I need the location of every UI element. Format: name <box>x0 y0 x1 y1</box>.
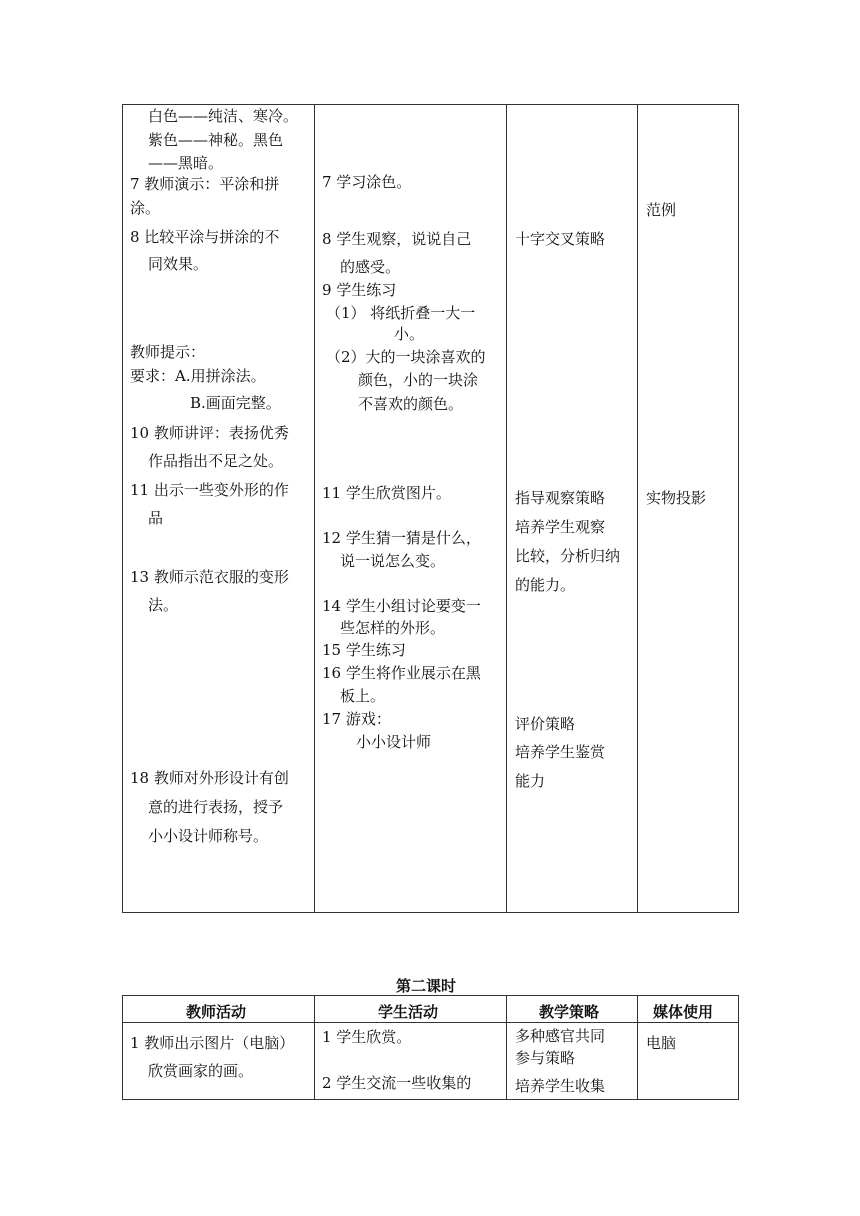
student-line: 8 学生观察，说说自己 <box>322 230 472 248</box>
header-teacher-activity: 教师活动 <box>186 1003 247 1021</box>
student-line: 说一说怎么变。 <box>340 552 446 570</box>
student-line: （2）大的一块涂喜欢的 <box>326 348 486 366</box>
teacher-line: ——黑暗。 <box>148 154 224 172</box>
strategy-line: 多种感官共同 <box>515 1027 606 1045</box>
strategy-line: 指导观察策略 <box>515 489 606 507</box>
student-line: 小。 <box>394 325 425 343</box>
table2-divider-3 <box>637 995 638 1100</box>
teacher-line: 涂。 <box>130 199 161 217</box>
table2-divider-2 <box>506 995 507 1100</box>
student-line: 15 学生练习 <box>322 641 406 659</box>
student-line: 7 学习涂色。 <box>322 173 412 191</box>
student-line: 不喜欢的颜色。 <box>358 395 464 413</box>
section-title: 第二课时 <box>396 977 457 995</box>
student-line: 12 学生猜一猜是什么， <box>322 529 481 547</box>
student-line: 16 学生将作业展示在黑 <box>322 664 481 682</box>
header-media-usage: 媒体使用 <box>653 1003 714 1021</box>
table1-border-bottom <box>122 912 739 913</box>
student-line: 11 学生欣赏图片。 <box>322 484 451 502</box>
student-line: 颜色，小的一块涂 <box>358 371 479 389</box>
teacher-line: 意的进行表扬，授予 <box>148 798 284 816</box>
teacher-line: 紫色——神秘。黑色 <box>148 131 284 149</box>
strategy-line: 参与策略 <box>515 1049 576 1067</box>
strategy-line: 培养学生收集 <box>515 1077 606 1095</box>
student-line: （1） 将纸折叠一大一 <box>326 304 476 322</box>
teacher-line: 同效果。 <box>148 255 209 273</box>
table2-header-divider <box>122 1022 739 1023</box>
teacher-line: 1 教师出示图片（电脑） <box>130 1034 295 1052</box>
teacher-line: 要求：A.用拼涂法。 <box>130 367 266 385</box>
table2-border-left <box>122 995 123 1100</box>
table1-divider-2 <box>506 104 507 913</box>
table1-border-right <box>738 104 739 913</box>
table1-divider-3 <box>637 104 638 913</box>
strategy-line: 评价策略 <box>515 715 576 733</box>
student-line: 9 学生练习 <box>322 281 397 299</box>
teacher-line: 欣赏画家的画。 <box>148 1062 254 1080</box>
student-line: 板上。 <box>340 687 386 705</box>
media-line: 范例 <box>646 201 677 219</box>
student-line: 2 学生交流一些收集的 <box>322 1074 472 1092</box>
teacher-line: 白色——纯洁、寒冷。 <box>148 107 299 125</box>
strategy-line: 能力 <box>515 772 546 790</box>
teacher-line: 10 教师讲评：表扬优秀 <box>130 424 289 442</box>
teacher-line: B.画面完整。 <box>190 394 281 412</box>
student-line: 17 游戏： <box>322 710 391 728</box>
table2-border-right <box>738 995 739 1100</box>
teacher-line: 18 教师对外形设计有创 <box>130 769 289 787</box>
table2-divider-1 <box>314 995 315 1100</box>
table1-divider-1 <box>314 104 315 913</box>
strategy-line: 的能力。 <box>515 576 576 594</box>
teacher-line: 8 比较平涂与拼涂的不 <box>130 228 280 246</box>
teacher-line: 作品指出不足之处。 <box>148 452 284 470</box>
media-line: 实物投影 <box>646 489 707 507</box>
strategy-line: 比较，分析归纳 <box>515 547 621 565</box>
teacher-line: 7 教师演示：平涂和拼 <box>130 175 280 193</box>
header-student-activity: 学生活动 <box>378 1003 439 1021</box>
media-line: 电脑 <box>646 1034 677 1052</box>
strategy-line: 十字交叉策略 <box>515 230 606 248</box>
teacher-line: 13 教师示范衣服的变形 <box>130 568 289 586</box>
table1-border-left <box>122 104 123 913</box>
student-line: 小小设计师 <box>356 733 432 751</box>
student-line: 14 学生小组讨论要变一 <box>322 597 481 615</box>
teacher-line: 品 <box>148 509 164 527</box>
student-line: 1 学生欣赏。 <box>322 1028 412 1046</box>
teacher-line: 11 出示一些变外形的作 <box>130 481 289 499</box>
teacher-line: 法。 <box>148 596 179 614</box>
student-line: 些怎样的外形。 <box>340 619 446 637</box>
strategy-line: 培养学生观察 <box>515 518 606 536</box>
strategy-line: 培养学生鉴赏 <box>515 743 606 761</box>
teacher-line: 教师提示： <box>130 343 206 361</box>
teacher-line: 小小设计师称号。 <box>148 827 269 845</box>
header-teaching-strategy: 教学策略 <box>539 1003 600 1021</box>
table1-border-top <box>122 104 739 105</box>
student-line: 的感受。 <box>340 258 401 276</box>
table2-border-top <box>122 995 739 996</box>
table2-border-bottom <box>122 1099 739 1100</box>
